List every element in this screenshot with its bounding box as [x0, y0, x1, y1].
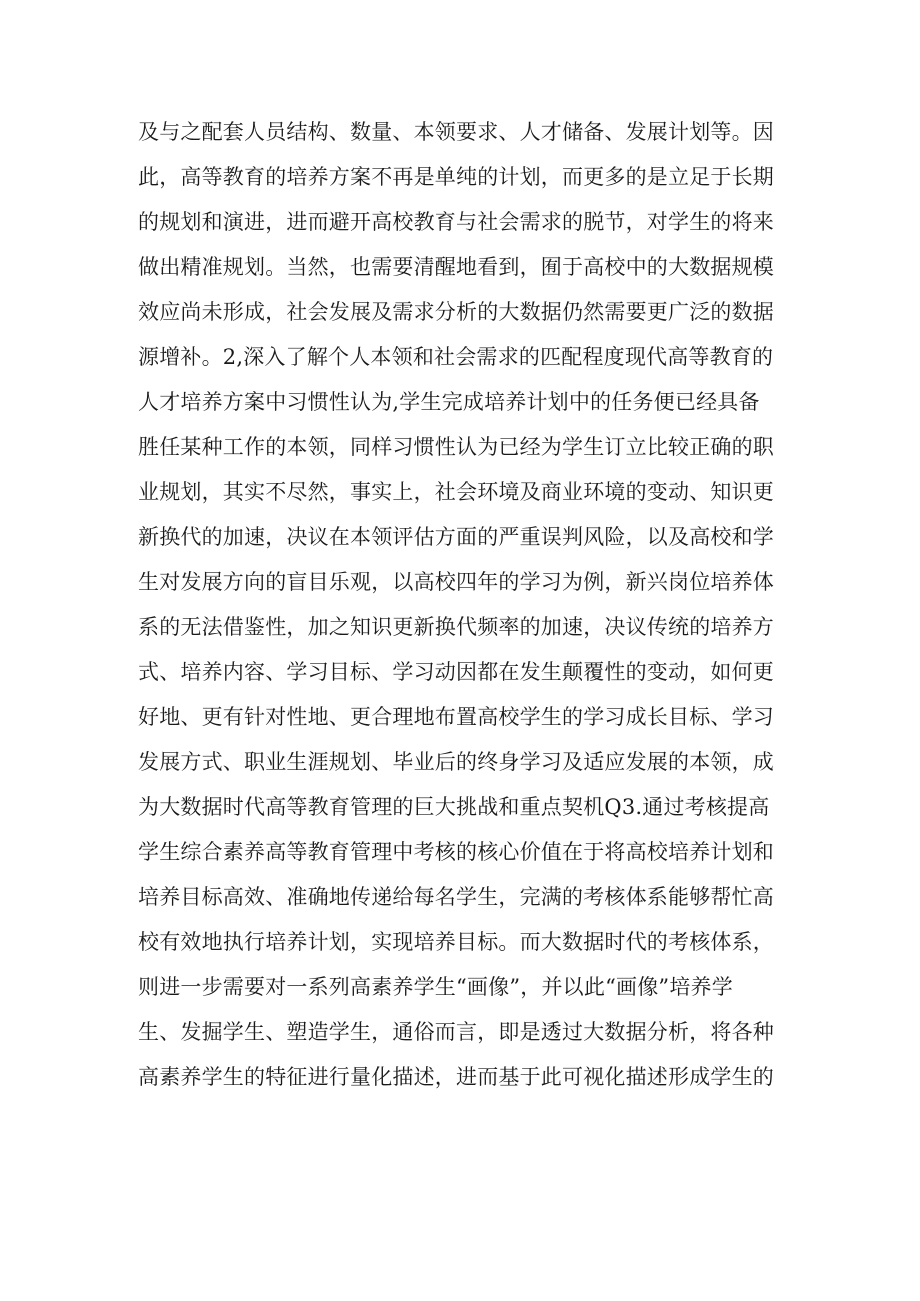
text-line-21: 生、发掘学生、塑造学生，通俗而言，即是透过大数据分析，将各种: [138, 1020, 774, 1044]
text-line-12: 系的无法借鉴性，加之知识更新换代频率的加速，决议传统的培养方: [138, 615, 774, 639]
text-line-20: 则进一步需要对一系列高素养学生“画像”，并以此“画像”培养学: [138, 975, 733, 999]
body-text: [138, 110, 798, 1100]
text-line-22: 高素养学生的特征进行量化描述，进而基于此可视化描述形成学生的: [138, 1065, 774, 1089]
text-line-4: 做出精准规划。当然，也需要清醒地看到，囿于高校中的大数据规模: [138, 255, 774, 279]
text-line-1: 及与之配套人员结构、数量、本领要求、人才储备、发展计划等。因: [138, 120, 774, 144]
text-line-9: 业规划，其实不尽然，事实上，社会环境及商业环境的变动、知识更: [138, 480, 774, 504]
text-line-6: 源增补。2,深入了解个人本领和社会需求的匹配程度现代高等教育的: [138, 345, 774, 369]
text-line-16: 为大数据时代高等教育管理的巨大挑战和重点契机Q3.通过考核提高: [138, 795, 770, 819]
text-line-18: 培养目标高效、准确地传递给每名学生，完满的考核体系能够帮忙高: [138, 885, 774, 909]
text-line-19: 校有效地执行培养计划，实现培养目标。而大数据时代的考核体系，: [138, 930, 774, 954]
text-line-5: 效应尚未形成，社会发展及需求分析的大数据仍然需要更广泛的数据: [138, 300, 774, 324]
text-line-13: 式、培养内容、学习目标、学习动因都在发生颠覆性的变动，如何更: [138, 660, 774, 684]
text-line-14: 好地、更有针对性地、更合理地布置高校学生的学习成长目标、学习: [138, 705, 774, 729]
text-line-8: 胜任某种工作的本领，同样习惯性认为已经为学生订立比较正确的职: [138, 435, 774, 459]
text-line-10: 新换代的加速，决议在本领评估方面的严重误判风险，以及高校和学: [138, 525, 774, 549]
text-line-11: 生对发展方向的盲目乐观，以高校四年的学习为例，新兴岗位培养体: [138, 570, 774, 594]
text-line-2: 此，高等教育的培养方案不再是单纯的计划，而更多的是立足于长期: [138, 165, 774, 189]
text-line-15: 发展方式、职业生涯规划、毕业后的终身学习及适应发展的本领，成: [138, 750, 774, 774]
text-line-7: 人才培养方案中习惯性认为,学生完成培养计划中的任务便已经具备: [138, 390, 760, 414]
text-line-17: 学生综合素养高等教育管理中考核的核心价值在于将高校培养计划和: [138, 840, 774, 864]
text-line-3: 的规划和演进，进而避开高校教育与社会需求的脱节，对学生的将来: [138, 210, 774, 234]
